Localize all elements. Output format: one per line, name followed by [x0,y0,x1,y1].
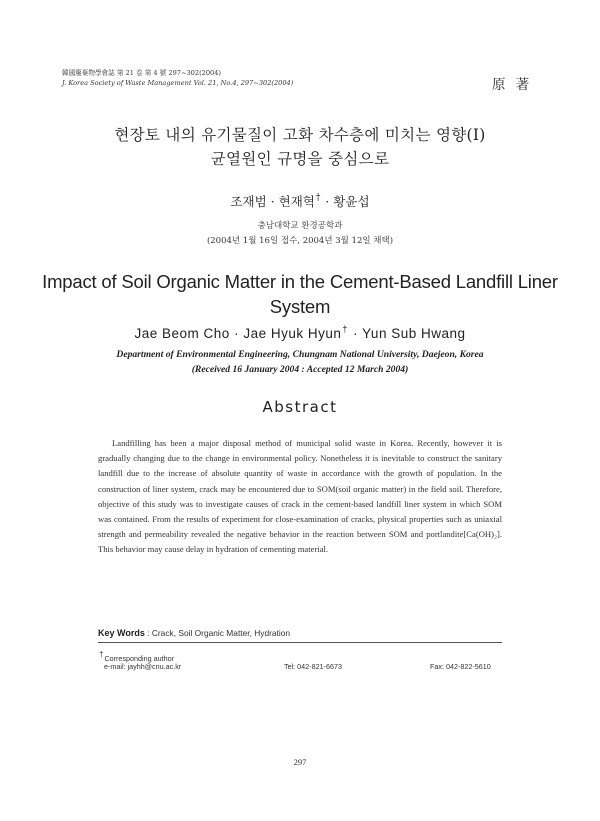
abstract-text: Landfilling has been a major disposal method of municipal solid waste in Korea. Recently, however it is gradually changing due to the change in environmental policy. Nonetheless it is inevitable to construct the sanitary landfill due to the increase of absolute quantity of waste in accordance with the growth of population. In the construction of liner system, crack may be encountered due to SOM(soil organic matter) in the field soil. Therefore, objective of this study was to investigate causes of crack in the cement-based landfill liner system in which SOM was contained. From the results of experiment for close-examination of cracks, physical properties such as uniaxial strength and permeability revealed the negative behavior in the reaction between SOM and portlandite[Ca(OH)₂]. This behavior may cause delay in hydration of cementing material. [98,438,502,555]
korean-author-3: 황윤섭 [333,194,370,209]
english-corresponding-dagger: † [342,324,348,334]
page-number: 297 [293,757,307,767]
footnote-dagger: † [99,650,104,659]
keywords-divider [98,642,502,643]
abstract-heading: Abstract [262,398,338,416]
keywords-separator: : [144,628,152,638]
english-title-line1: Impact of Soil Organic Matter in the Cement-Based Landfill Liner [42,271,558,292]
korean-author-2: 현재혁 [278,194,315,209]
korean-author-separator: · [325,194,330,209]
english-author-2: Jae Hyuk Hyun [243,326,342,341]
english-author-separator: · [234,326,240,341]
article-type-badge: 原 著 [492,77,533,93]
english-author-3: Yun Sub Hwang [362,326,466,341]
abstract-body [98,436,502,558]
keywords-row [98,628,290,638]
korean-authors [0,192,600,210]
korean-affiliation: 충남대학교 환경공학과 [257,221,343,231]
journal-header-kr: 韓國廢棄物學會誌 第 21 卷 第 4 號 297~302(2004) [62,69,222,77]
keywords-label: Key Words [98,628,145,638]
footnote-corresponding-label: Corresponding author [104,654,174,663]
journal-header-en: J. Korea Society of Waste Management Vol. 21, No.4, 297~302(2004) [62,79,294,87]
english-title-line2: System [269,296,331,317]
english-author-separator: · [353,326,359,341]
english-author-1: Jae Beom Cho [134,326,230,341]
korean-author-1: 조재범 [230,194,267,209]
english-affiliation: Department of Environmental Engineering, Chungnam National University, Daejeon, Korea [116,349,484,360]
footnote-tel: Tel: 042-821-6673 [284,662,342,671]
korean-received-dates: (2004년 1월 16일 접수, 2004년 3월 12일 채택) [206,236,394,246]
korean-author-separator: · [270,194,275,209]
keywords-value: Crack, Soil Organic Matter, Hydration [151,628,291,638]
english-received-dates: (Received 16 January 2004 : Accepted 12 March 2004) [191,364,409,375]
english-authors [0,324,600,341]
footnote-fax: Fax: 042-822-5610 [430,662,491,671]
korean-title-line2: 균열원인 규명을 중심으로 [210,150,390,168]
footnote-email: e-mail: jayhh@cnu.ac.kr [104,662,182,671]
korean-corresponding-dagger: † [315,193,321,203]
korean-title-line1: 현장토 내의 유기물질이 고화 차수층에 미치는 영향(Ⅰ) [114,126,486,144]
